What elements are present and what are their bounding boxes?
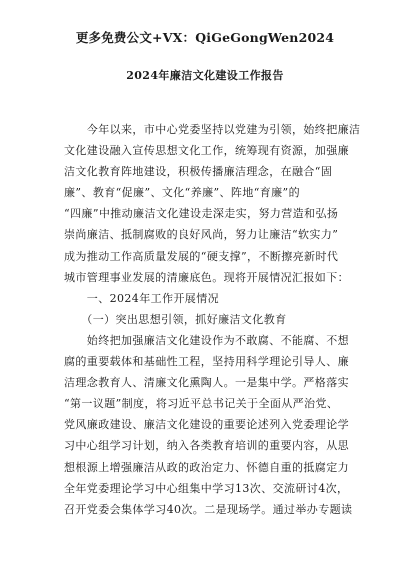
section-heading: 一、2024年工作开展情况 <box>64 291 219 305</box>
document-body <box>64 119 364 520</box>
body-line: 习中心组学习计划，纳入各类教育培训的重要内容，从思 <box>64 439 349 453</box>
body-line: 洁文化教育阵地建设，积极传播廉洁理念，在融合“固 <box>64 165 333 179</box>
body-line: 党风廉政建设、廉洁文化建设的重要论述列入党委理论学 <box>64 418 349 432</box>
body-line: “四廉”中推动廉洁文化建设走深走实，努力营造和弘扬 <box>64 207 339 221</box>
body-line: 成为推动工作高质量发展的“硬支撑”，不断擦亮新时代 <box>64 249 339 263</box>
body-line: 今年以来，市中心党委坚持以党建为引领，始终把廉洁 <box>64 123 361 136</box>
body-line: 始终把加强廉洁文化建设作为不敢腐、不能腐、不想 <box>64 333 349 347</box>
document-title: 2024年廉洁文化建设工作报告 <box>126 69 284 82</box>
body-line: 廉”、教育“促廉”、文化“养廉”、阵地“育廉”的 <box>64 186 300 200</box>
body-line: 召开党委会集体学习40次。二是现场学。通过举办专题读 <box>64 502 353 516</box>
body-line: 想根源上增强廉洁从政的政治定力、怀德自重的抵腐定力 <box>64 460 349 474</box>
body-line: 文化建设融入宣传思想文化工作，统筹现有资源，加强廉 <box>64 144 349 158</box>
body-line: 崇尚廉洁、抵制腐败的良好风尚，努力让廉洁“软实力” <box>64 228 339 242</box>
body-line: “第一议题”制度，将习近平总书记关于全面从严治党、 <box>64 397 339 411</box>
promo-banner: 更多免费公文+VX：QiGeGongWen2024 <box>75 30 335 45</box>
body-line: 全年党委理论学习中心组集中学习13次、交流研讨4次， <box>64 481 349 495</box>
body-line: 洁理念教育人、清廉文化熏陶人。一是集中学。严格落实 <box>64 376 349 390</box>
body-line: 城市管理事业发展的清廉底色。现将开展情况汇报如下： <box>64 270 349 284</box>
subsection-heading: （一）突出思想引领，抓好廉洁文化教育 <box>64 312 287 326</box>
body-line: 腐的重要载体和基础性工程，坚持用科学理论引导人、廉 <box>64 355 349 369</box>
